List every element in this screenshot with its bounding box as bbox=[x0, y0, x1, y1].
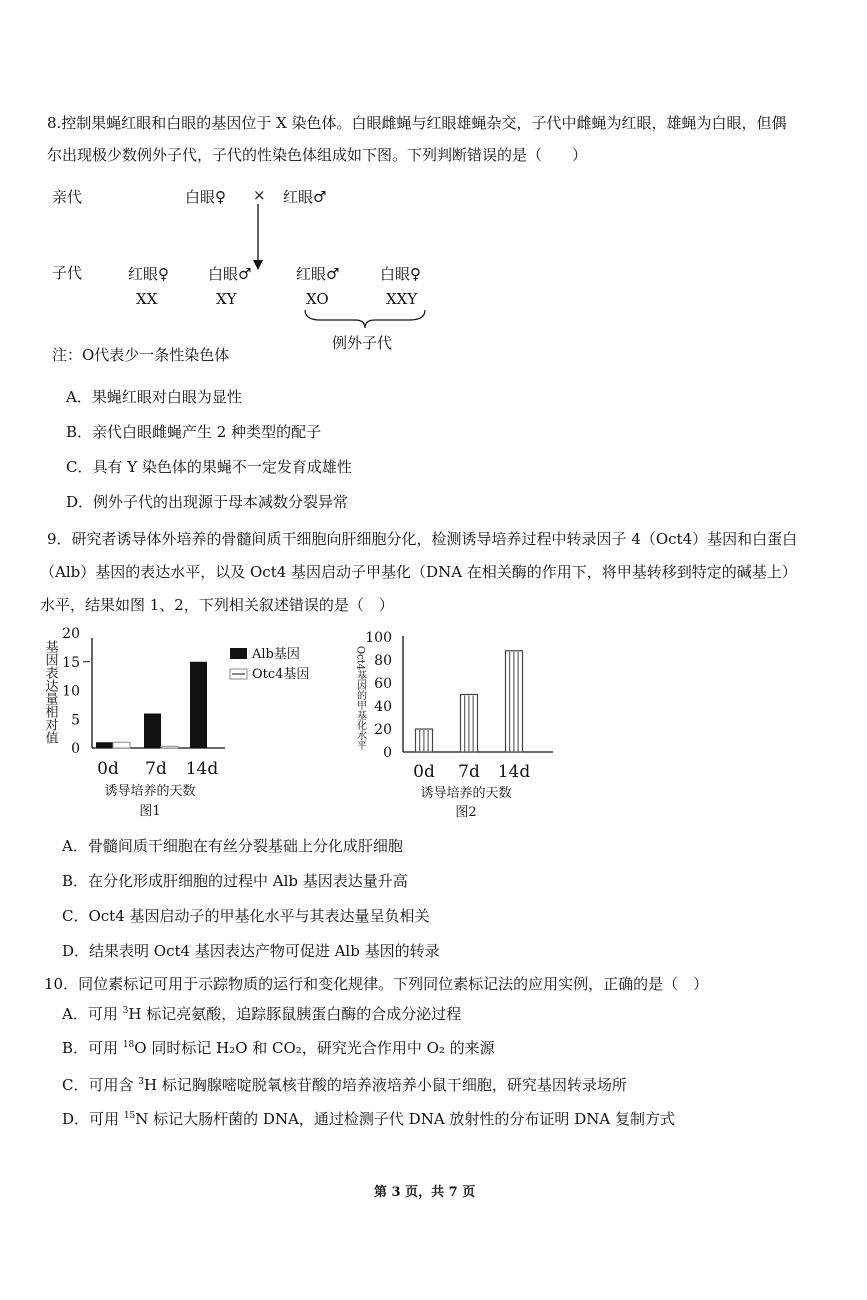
q10-option-c bbox=[62, 1074, 627, 1095]
q9-option-a: A．骨髓间质干细胞在有丝分裂基础上分化成肝细胞 bbox=[62, 837, 403, 855]
q9-option-b: B．在分化形成肝细胞的过程中 Alb 基因表达量升高 bbox=[62, 872, 408, 890]
q8-child-3-genotype: XO bbox=[306, 290, 329, 308]
q10-stem: 10．同位素标记可用于示踪物质的运行和变化规律。下列同位素标记法的应用实例，正确的是（ ） bbox=[44, 975, 709, 993]
fig1-y-axis-label: 基因表达量相对值 bbox=[42, 640, 58, 744]
fig2-x-tick-label: 7d bbox=[458, 762, 480, 782]
fig1-legend-label-alb: Alb基因 bbox=[252, 647, 300, 662]
q8-child-1-genotype: XX bbox=[136, 290, 158, 308]
q10-option-a-isotope: 3 bbox=[122, 1006, 129, 1016]
q10-option-b-pre: 可用 bbox=[88, 1039, 123, 1057]
fig2-x-tick-label: 0d bbox=[413, 762, 435, 782]
fig2-y-tick-label: 100 bbox=[365, 630, 392, 646]
fig2-x-tick-label: 14d bbox=[497, 762, 531, 782]
q10-option-b-isotope: 18 bbox=[122, 1040, 135, 1050]
fig2-y-tick-label: 80 bbox=[374, 653, 392, 669]
fig2-y-tick-label: 20 bbox=[374, 722, 392, 738]
q10-option-d bbox=[62, 1108, 675, 1129]
fig1-y-tick-label: 5 bbox=[71, 712, 80, 729]
fig2-y-tick-label: 0 bbox=[383, 745, 392, 761]
q8-cross-symbol: × bbox=[253, 186, 266, 204]
q9-stem-line1: 9．研究者诱导体外培养的骨髓间质干细胞向肝细胞分化，检测诱导培养过程中转录因子 4（Oct4）基因和白蛋白 bbox=[47, 530, 798, 548]
q10-option-c-isotope: 3 bbox=[138, 1077, 144, 1087]
fig1-bar-oct4 bbox=[161, 746, 178, 748]
fig1-y-tick-label: 0 bbox=[71, 741, 80, 757]
q10-option-d-isotope: 15 bbox=[123, 1111, 136, 1121]
fig1-y-tick-label: 20 bbox=[62, 626, 80, 642]
q9-stem-line2: （Alb）基因的表达水平，以及 Oct4 基因启动子甲基化（DNA 在相关酶的作用下，将甲基转移到特定的碱基上） bbox=[40, 563, 797, 581]
q8-option-a: A．果蝇红眼对白眼为显性 bbox=[66, 388, 242, 406]
q10-option-c-letter: C． bbox=[62, 1076, 89, 1094]
q10-option-b bbox=[62, 1037, 495, 1058]
fig1-y-tick-label: 10 bbox=[62, 683, 80, 700]
fig2-x-axis-label: 诱导培养的天数 bbox=[420, 786, 512, 801]
q8-option-b: B．亲代白眼雌蝇产生 2 种类型的配子 bbox=[66, 423, 322, 441]
fig1-legend-swatch-alb bbox=[230, 648, 247, 659]
fig2-y-tick-label: 40 bbox=[374, 699, 392, 715]
q8-option-c: C．具有 Y 染色体的果蝇不一定发育成雄性 bbox=[66, 458, 352, 476]
fig1-x-tick-label: 7d bbox=[145, 759, 167, 779]
q10-option-b-text: O 同时标记 H₂O 和 CO₂，研究光合作用中 O₂ 的来源 bbox=[134, 1039, 495, 1057]
q8-stem-line1: 8.控制果蝇红眼和白眼的基因位于 X 染色体。白眼雌蝇与红眼雄蝇杂交，子代中雌蝇为红眼，雄蝇为白眼，但偶 bbox=[47, 114, 787, 132]
fig1-legend-label-oct4: Otc4基因 bbox=[252, 667, 310, 682]
q10-option-b-letter: B． bbox=[62, 1039, 89, 1057]
q8-exception-label: 例外子代 bbox=[332, 334, 393, 352]
q8-parent-male: 红眼♂ bbox=[283, 188, 327, 206]
figure-2-chart bbox=[348, 620, 568, 830]
q8-option-d: D．例外子代的出现源于母本减数分裂异常 bbox=[66, 493, 349, 511]
q8-note: 注：O代表少一条性染色体 bbox=[52, 346, 230, 364]
q8-child-4-genotype: XXY bbox=[386, 290, 418, 308]
q8-child-2-genotype: XY bbox=[216, 290, 237, 308]
q10-option-a-text: H 标记亮氨酸，追踪豚鼠胰蛋白酶的合成分泌过程 bbox=[128, 1005, 462, 1023]
page-footer: 第 3 页，共 7 页 bbox=[374, 1185, 476, 1200]
fig1-title: 图1 bbox=[139, 804, 161, 819]
q10-option-d-pre: 可用 bbox=[89, 1110, 124, 1128]
q8-child-1-phenotype: 红眼♀ bbox=[128, 265, 169, 283]
q8-child-label: 子代 bbox=[52, 264, 83, 282]
q8-exception-brace bbox=[300, 308, 430, 332]
q9-option-c: C．Oct4 基因启动子的甲基化水平与其表达量呈负相关 bbox=[62, 907, 430, 925]
q10-option-a-pre: 可用 bbox=[87, 1005, 123, 1023]
q8-stem-line2: 尔出现极少数例外子代，子代的性染色体组成如下图。下列判断错误的是（ ） bbox=[47, 146, 588, 164]
fig2-y-tick-label: 60 bbox=[374, 676, 392, 692]
q10-option-a bbox=[62, 1003, 461, 1024]
q9-option-d: D．结果表明 Oct4 基因表达产物可促进 Alb 基因的转录 bbox=[62, 942, 440, 960]
q10-option-c-text: H 标记胸腺嘧啶脱氧核苷酸的培养液培养小鼠干细胞，研究基因转录场所 bbox=[144, 1076, 627, 1094]
fig1-x-axis-label: 诱导培养的天数 bbox=[104, 784, 196, 799]
q10-option-d-text: N 标记大肠杆菌的 DNA，通过检测子代 DNA 放射性的分布证明 DNA 复制方式 bbox=[135, 1110, 675, 1128]
fig1-y-tick-label: 15 bbox=[62, 654, 80, 671]
q10-option-c-pre: 可用含 bbox=[88, 1076, 139, 1094]
q8-parent-label: 亲代 bbox=[52, 188, 83, 206]
fig1-bar-alb bbox=[144, 714, 161, 749]
fig1-bar-oct4 bbox=[113, 742, 130, 748]
q8-parent-female: 白眼♀ bbox=[185, 188, 226, 206]
fig2-y-axis-label: Oct4基因的甲基化水平 bbox=[354, 645, 366, 751]
fig1-x-tick-label: 14d bbox=[185, 759, 219, 779]
q10-option-a-letter: A． bbox=[62, 1005, 88, 1023]
fig2-title: 图2 bbox=[455, 805, 477, 820]
fig1-bar-alb bbox=[190, 662, 207, 748]
q8-child-3-phenotype: 红眼♂ bbox=[296, 265, 340, 283]
q8-child-4-phenotype: 白眼♀ bbox=[380, 265, 421, 283]
q9-stem-line3: 水平，结果如图 1、2，下列相关叙述错误的是（ ） bbox=[40, 596, 394, 614]
fig1-x-tick-label: 0d bbox=[97, 759, 119, 779]
q8-child-2-phenotype: 白眼♂ bbox=[208, 265, 252, 283]
q10-option-d-letter: D． bbox=[62, 1110, 90, 1128]
fig1-bar-alb bbox=[96, 742, 113, 748]
figure-1-chart bbox=[40, 620, 340, 830]
